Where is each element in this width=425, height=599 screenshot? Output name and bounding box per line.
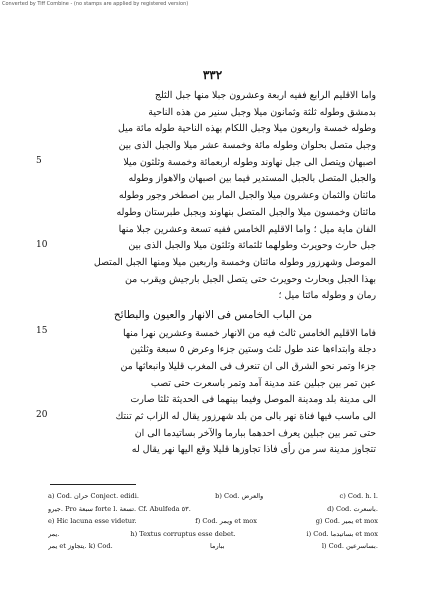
footnote-row	[48, 540, 378, 553]
chapter-heading: من الباب الخامس فى الانهار والعيون والبطائح	[113, 308, 313, 321]
text-line: جبل حارث وحويرث وطولهما ثلثمائة وثلثون ميلا والجبل الذى بين	[128, 240, 376, 252]
footnote: يمر et يتجاوز. k) Cod.	[48, 542, 113, 551]
text-line: الفان ماية ميل ؛ واما الاقليم الخامس ففيه تسعة وعشرين جبلا منها	[118, 223, 376, 235]
line-number-margin: 10	[36, 240, 48, 250]
text-line: الى مدينة بلد ومدينة الموصل وفيما بينهما فى الحديثة ثلثا صارت	[130, 394, 376, 406]
footnote: g) Cod. يمير et mox	[315, 517, 378, 526]
footnote: d) Cod. باسعرت.	[327, 504, 378, 513]
footnote: c) Cod. h. l.	[339, 492, 378, 500]
footnote-row	[48, 503, 378, 516]
text-line: والجبل المتصل بالجبل المستدير فيما بين اصبهان والاهواز وطوله	[128, 173, 376, 185]
text-line: الى ماسب فيها فناة نهر بالى من بلد شهرزور يقال له الزاب ثم تنتك	[115, 411, 376, 423]
text-line: دجلة وابتداءها عند طول ثلث وستين جزءا وعرض ٥ سبعة وثلثين	[130, 344, 376, 356]
text-line: تتجاوز مدينة سر من رأى فاذا تجاوزها قليلا وقع اليها نهر يقال له	[131, 444, 376, 456]
footnote: b) Cod. والعرض	[215, 492, 264, 500]
footnote-row	[48, 528, 378, 541]
text-line: وطوله خمسة واربعون ميلا وجبل اللكام بهذه الناحية طوله مائة ميل	[118, 123, 376, 135]
footnote-divider	[50, 484, 136, 485]
text-line: فاما الاقليم الخامس ثالث فيه من الانهار خمسة وعشرين نهرا منها	[123, 327, 376, 339]
text-line: وجبل متصل بحلوان وطوله مائة وخمسة عشر ميلا والجبل الذى بين	[118, 140, 376, 152]
footnote-row	[48, 515, 378, 528]
footnote: h) Textus corruptus esse debet.	[130, 529, 236, 538]
text-line: واما الاقليم الرابع ففيه اربعة وعشرون جبلا منها جبل الثلج	[154, 90, 376, 101]
footnotes	[48, 490, 378, 553]
footnote-row	[48, 490, 378, 503]
footnote: ببارما	[209, 542, 225, 551]
text-line: حتى تمر بين جبلين يعرف احدهما ببارما والآخر بساتيدما الى ان	[134, 427, 376, 439]
footnote: f) Cod. ويمر et mox	[195, 517, 257, 526]
line-number-margin: 5	[36, 156, 42, 166]
footnote: e) Hic lacuna esse videtur.	[48, 517, 137, 526]
footnote: جيرو. Pro سبعة forte l. تسعة. Cf. Abulfeda ٥٣.	[48, 504, 191, 513]
text-line: اصبهان ويتصل الى جبل نهاوند وطوله اربعمائة وخمسة وثلثون ميلا	[123, 156, 376, 168]
text-line: بهذا الجبل وبحارث وحويرث حتى يتصل الجبل بارجيش ويقرب من	[124, 273, 376, 285]
footnote: a) Cod. حران Conject. edidi.	[48, 492, 139, 500]
converter-watermark: Converted by Tiff Combine - (no stamps are applied by registered version)	[2, 1, 189, 7]
text-line: مائتان والثمان وعشرون ميلا والجبل المار بين اصطخر وجور وطوله	[118, 190, 376, 202]
footnote: يمر.	[48, 529, 60, 538]
text-line: مائتان وخمسون ميلا والجبل المتصل بنهاوند وبجبل طبرستان وطوله	[116, 206, 376, 218]
line-number-margin: 15	[36, 326, 48, 336]
text-line: الموصل وشهرزور وطوله مائتان وخمسة واربعين ميلا ومنها الجبل المتصل	[93, 256, 376, 268]
page-number: ٣٣٢	[202, 68, 223, 82]
text-line: بدمشق وطوله ثلثة وثمانون ميلا وجبل سنير من هذه الناحية	[148, 106, 376, 118]
footnote: i) Cod. بساتيدما et mox	[306, 529, 378, 538]
text-line: رمان و وطوله مائتا ميل ؛	[278, 290, 376, 302]
line-number-margin: 20	[36, 410, 48, 420]
footnote: l) Cod. بساسرعين.	[321, 542, 378, 551]
main-text	[50, 88, 376, 459]
text-line: جزءا وتمر نحو الشرق الى ان تنعرف فى المغرب قليلا وانبعاثها من	[120, 361, 376, 372]
text-line: عين تمر بين جبلين عند مدينة آمد وتمر باسعرت حتى تصب	[150, 377, 376, 389]
